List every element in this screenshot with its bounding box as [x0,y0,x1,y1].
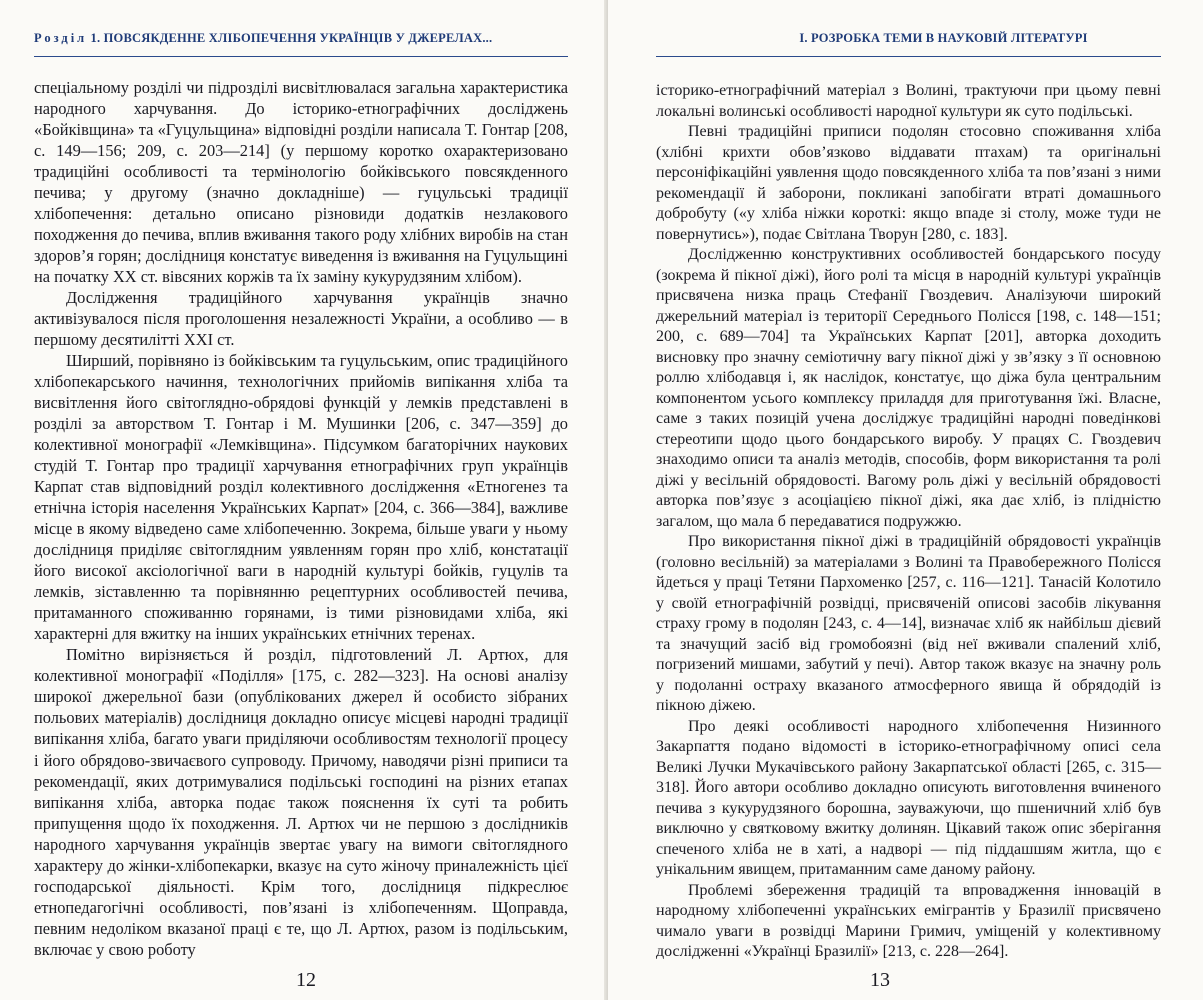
paragraph: Дослідження традиційного харчування українців значно активізувалося після проголошення незалежності України, а особливо — в першому десятилітті ХХІ ст. [34,288,568,350]
header-rule-left [34,56,568,57]
body-text-left [34,77,568,960]
body-text-right [656,81,1161,963]
running-head-left [34,30,568,46]
running-head-left-title: 1. ПОВСЯКДЕННЕ ХЛІБОПЕЧЕННЯ УКРАЇНЦІВ У ДЖЕРЕЛАХ... [87,31,493,45]
paragraph: Про використання пікної діжі в традиційній обрядовості українців (головно весільній) за матеріалами з Волині та Правобережного Полісся йдеться у праці Тетяни Пархоменко [257, с. 116—121]. Танасій Колотило у своїй етнографічній розвідці, присвяченій описові засобів лікування страху грому в подолян [243, с. 4—14], визначає хліб як найбільш дієвий та значущий засіб від громобоязні (від неї вживали спалений хліб, погризений мишами, забутий у печі). Автор також вказує на значну роль у подоланні остраху вказаного атмосферного явища й обрядодій із пікною діжею. [656,533,1161,714]
header-rule-right [656,56,1161,57]
running-head-section-word: Розділ [34,31,88,45]
page-number-left: 12 [296,969,316,991]
paragraph: Ширший, порівняно із бойківським та гуцульським, опис традиційного хлібопекарського начиння, технологічних прийомів випікання хліба та висвітлення його світоглядно-обрядові функцій у лемків представлені в розділі за авторством Т. Гонтар і М. Мушинки [206, с. 347—359] до колективної монографії «Лемківщина». Підсумком багаторічних наукових студій Т. Гонтар про традиції харчування етнографічних груп українців Карпат став відповідний розділ колективного дослідження «Етногенез та етнічна історія населення Українських Карпат» [204, с. 366—384], важливе місце в якому відведено саме хлібопеченню. Зокрема, більше уваги у ньому дослідниця приділяє світоглядним уявленням горян про хліб, констатації його високої аксіологічної ваги в народній культурі бойків, гуцулів та лемків, зіставленню та порівнянню рецептурних особливостей печива, притаманного споживанню горянами, із тими різновидами хліба, які характерні для вжитку на інших українських етнічних теренах. [34,351,568,644]
paragraph: історико-етнографічний матеріал з Волині, трактуючи при цьому певні локальні волинські особливості народної культури як суто подільські. [656,82,1161,120]
page-number-right: 13 [870,969,890,991]
paragraph: Дослідженню конструктивних особливостей бондарського посуду (зокрема й пікної діжі), його ролі та місця в народній культурі українців присвячена низка праць Стефанії Гвоздевич. Аналізуючи широкий джерельний матеріал із території Середнього Полісся [198, с. 148—151; 200, с. 689—704] та Українських Карпат [201], авторка доходить висновку про значну семіотичну вагу пікної діжі у зв’язку з її основною роллю хлібодавця і, як наслідок, констатує, що діжа була центральним компонентом усього комплексу приладдя для приготування їжі. Власне, саме з таких позицій учена досліджує традиційні народні поведінкові стереотипи щодо цього бондарського виробу. У працях С. Гвоздевич знаходимо описи та аналіз методів, способів, форм використання та ролі діжі у весільній обрядовості. Вагому роль діжі у весільній обрядовості авторка пов’язує з асоціацією пікної діжі, яка дає хліб, із плідністю загалом, що мала б передаватися подружжю. [656,246,1161,530]
paragraph: Помітно вирізняється й розділ, підготовлений Л. Артюх, для колективної монографії «Поділля» [175, с. 282—323]. На основі аналізу широкої джерельної бази (опублікованих джерел й особисто зібраних польових матеріалів) дослідниця докладно описує місцеві народні традиції випікання хліба, багато уваги приділяючи особливостям технології процесу і його обрядово-звичаєвого супроводу. Причому, наводячи різні приписи та рекомендації, яких дотримувалися подільські господині на різних етапах випікання хліба, авторка подає також пояснення їх суті та робить припущення щодо їх походження. Л. Артюх чи не першою з дослідників народного харчування українців звертає увагу на вимоги світоглядного характеру до жінки-хлібопекарки, вказує на суто жіночу приналежність цієї господарської діяльності. Крім того, дослідниця підкреслює етнопедагогічні особливості, пов’язані із хлібопеченням. Щоправда, певним недоліком вказаної праці є те, що Л. Артюх, разом із подільським, включає у свою роботу [34,645,568,959]
paragraph: спеціальному розділі чи підрозділі висвітлювалася загальна характеристика народного харчування. До історико-етнографічних досліджень «Бойківщина» та «Гуцульщина» відповідні розділи написала Т. Гонтар [208, с. 149—156; 209, с. 203—214] (у першому коротко охарактеризовано традиційні особливості та термінологію бойківського повсякденного печива; у другому (значно докладніше) — гуцульські традиції хлібопечення: детально описано різновиди додатків незлакового походження до печива, вплив вживання такого роду хлібних виробів на стан здоров’я горян; дослідниця констатує виведення із вживання на Гуцульщині на початку ХХ ст. вівсяних коржів та їх заміну кукурудзяним хлібом). [34,78,568,287]
paragraph: Певні традиційні приписи подолян стосовно споживання хліба (хлібні крихти обов’язково віддавати птахам) та оригінальні персоніфікаційні уявлення щодо повсякденного хліба та пов’язані з ними рекомендації й заборони, покликані запобігати втраті домашнього добробуту («у хліба ніжки короткі: якщо впаде зі столу, може туди не повернутись»), подає Світлана Творун [280, с. 183]. [656,123,1161,243]
paragraph: Про деякі особливості народного хлібопечення Низинного Закарпаття подано відомості в історико-етнографічному описі села Великі Лучки Мукачівського району Закарпатської області [265, с. 315—318]. Його автори особливо докладно описують виготовлення вчиненого печива з кукурудзяного борошна, зауважуючи, що пшеничний хліб був виключно у святковому вжитку долинян. Цікавий також опис зберігання спеченого хліба не в хаті, а надворі — під піддашшям житла, що є унікальним явищем, притаманним саме даному району. [656,717,1161,878]
paragraph: Проблемі збереження традицій та впровадження інновацій в народному хлібопеченні українських емігрантів у Бразилії присвячено чимало уваги в розвідці Марини Гримич, уміщеній у колективному дослідженні «Українці Бразилії» [213, с. 228—264]. [656,881,1161,960]
right-page [608,0,1203,1000]
running-head-right: І. РОЗРОБКА ТЕМИ В НАУКОВІЙ ЛІТЕРАТУРІ [799,31,1088,45]
